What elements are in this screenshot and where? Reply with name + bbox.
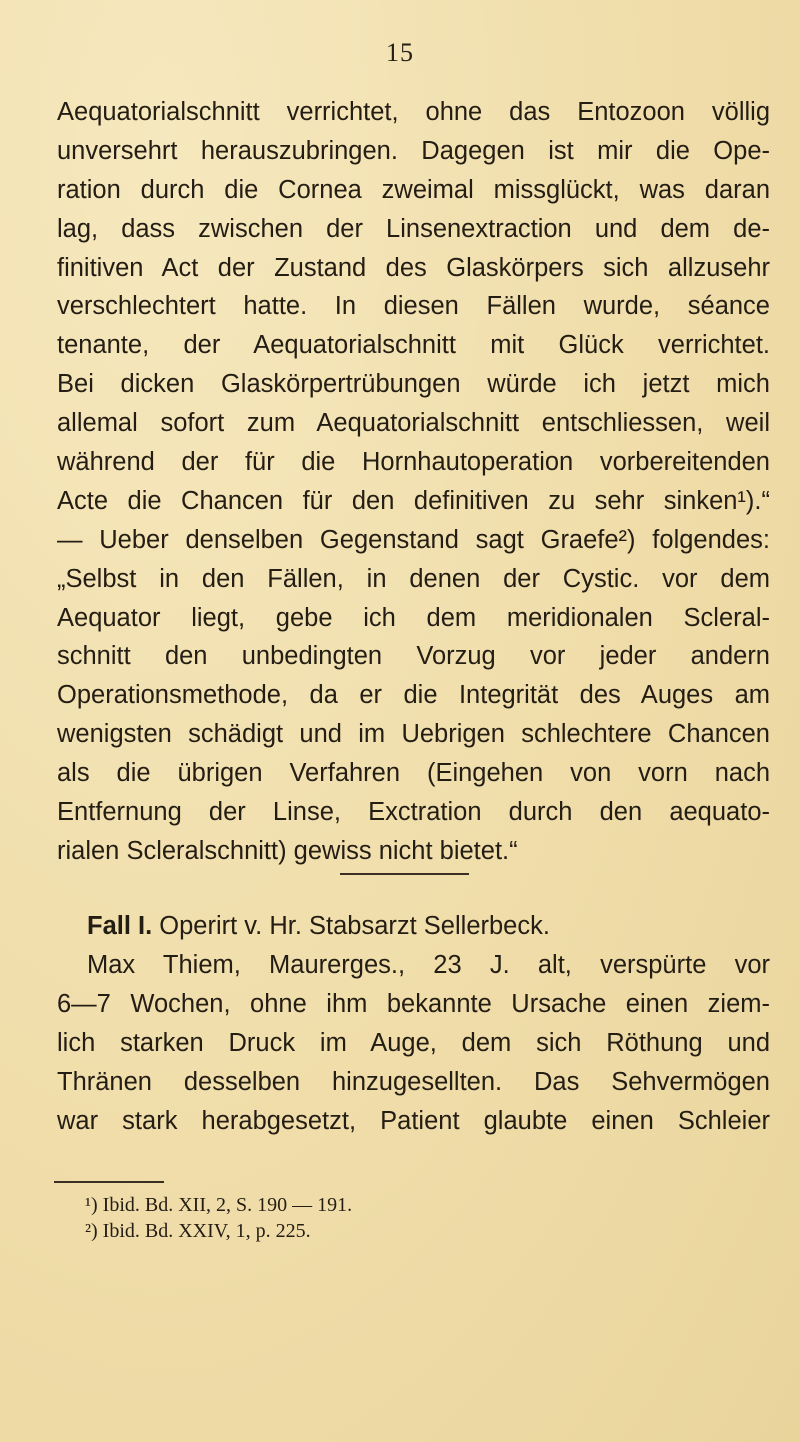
text-line: tenante, der Aequatorialschnitt mit Glück verrichtet. (57, 331, 770, 360)
text-line: Acte die Chancen für den definitiven zu sehr sinken¹).“ (57, 486, 770, 515)
text-line: lag, dass zwischen der Linsenextraction und dem de- (57, 214, 770, 243)
text-line: während der für die Hornhautoperation vorbereitenden (57, 448, 770, 477)
case-heading: Fall I. (87, 912, 153, 940)
page-number: 15 (386, 38, 414, 67)
main-paragraph (57, 93, 770, 871)
case-heading-line (57, 907, 770, 946)
text-line: rialen Scleralschnitt) gewiss nicht bietet.“ (57, 836, 518, 865)
text-line: ration durch die Cornea zweimal missglückt, was daran (57, 175, 770, 204)
text-line: unversehrt herauszubringen. Dagegen ist mir die Ope- (57, 136, 770, 165)
footnote-divider (54, 1181, 164, 1183)
text-line: Bei dicken Glaskörpertrübungen würde ich jetzt mich (57, 370, 770, 399)
case-heading-rest: Operirt v. Hr. Stabsarzt Sellerbeck. (159, 912, 550, 940)
footnotes (85, 1192, 352, 1244)
text-line: schnitt den unbedingten Vorzug vor jeder andern (57, 642, 770, 671)
text-line: — Ueber denselben Gegenstand sagt Graefe²) folgendes: (57, 525, 770, 554)
text-line: war stark herabgesetzt, Patient glaubte einen Schleier (57, 1107, 770, 1135)
text-line: lich starken Druck im Auge, dem sich Röthung und (57, 1029, 770, 1057)
text-line: Aequatorialschnitt verrichtet, ohne das Entozoon völlig (57, 98, 770, 126)
footnote: ²) Ibid. Bd. XXIV, 1, p. 225. (85, 1220, 311, 1242)
text-line: Operationsmethode, da er die Integrität des Auges am (57, 681, 770, 710)
text-line: als die übrigen Verfahren (Eingehen von vorn nach (57, 759, 770, 788)
text-line: 6—7 Wochen, ohne ihm bekannte Ursache einen ziem- (57, 990, 770, 1018)
case-report (57, 907, 770, 1141)
text-line: wenigsten schädigt und im Uebrigen schlechtere Chancen (57, 720, 770, 749)
text-line: Max Thiem, Maurerges., 23 J. alt, verspürte vor (87, 951, 770, 979)
text-line: Aequator liegt, gebe ich dem meridionalen Scleral- (57, 603, 770, 632)
text-line: „Selbst in den Fällen, in denen der Cystic. vor dem (57, 564, 770, 593)
text-line: verschlechtert hatte. In diesen Fällen wurde, séance (57, 292, 770, 321)
text-line: Entfernung der Linse, Exctration durch den aequato- (57, 798, 770, 827)
footnote: ¹) Ibid. Bd. XII, 2, S. 190 — 191. (85, 1194, 353, 1216)
text-line: Thränen desselben hinzugesellten. Das Sehvermögen (57, 1068, 770, 1096)
text-line: allemal sofort zum Aequatorialschnitt entschliessen, weil (57, 409, 770, 438)
text-line: finitiven Act der Zustand des Glaskörpers sich allzusehr (57, 253, 770, 282)
section-divider (340, 873, 469, 875)
